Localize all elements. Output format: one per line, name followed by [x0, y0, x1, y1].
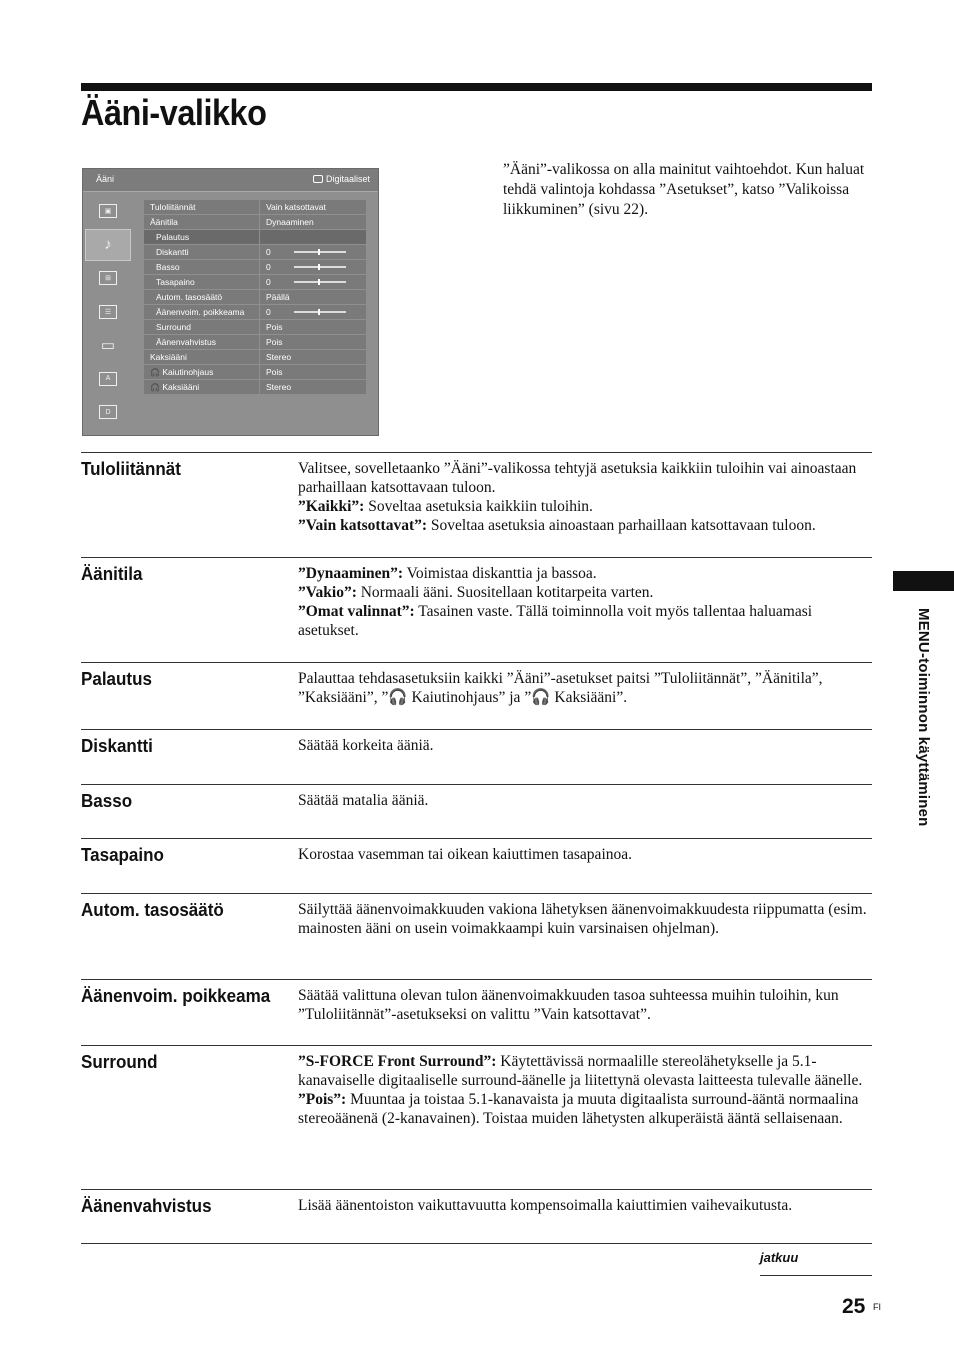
bass-slider[interactable] — [294, 266, 346, 268]
settings-menu-icon[interactable]: ☰ — [85, 296, 131, 328]
definition-description — [298, 1046, 872, 1189]
tv-menu-row[interactable] — [144, 335, 366, 350]
definition-row — [81, 838, 872, 893]
volume-offset-slider[interactable] — [294, 311, 346, 313]
definition-description — [298, 663, 872, 729]
description-line — [298, 986, 872, 1024]
tv-row-value — [260, 230, 366, 244]
option-text: Soveltaa asetuksia kaikkiin tuloihin. — [364, 498, 593, 515]
tv-menu-row[interactable] — [144, 320, 366, 335]
tv-row-value-wrap — [260, 305, 366, 319]
tv-row-label: Äänitila — [144, 215, 259, 229]
headphone-icon: 🎧 — [150, 383, 160, 392]
description-line — [298, 1052, 872, 1090]
pc-menu-icon[interactable]: ▭ — [100, 337, 116, 354]
bottom-rule — [81, 1243, 872, 1244]
screen-menu-icon[interactable]: ⊞ — [85, 262, 131, 294]
tv-row-value: Stereo — [260, 380, 366, 394]
tv-row-value: 0 — [266, 262, 271, 272]
tv-menu-row[interactable] — [144, 290, 366, 305]
tv-row-label-wrap — [144, 365, 259, 379]
tv-row-value-wrap — [260, 275, 366, 289]
tv-row-label: Basso — [144, 260, 259, 274]
option-text: Voimistaa diskanttia ja bassoa. — [403, 565, 597, 582]
intro-text: ”Ääni”-valikossa on alla mainitut vaihtoehdot. Kun haluat tehdä valintoja kohdassa ”Asetukset”, katso ”Valikoissa liikkuminen” (sivu 22). — [503, 161, 865, 218]
description-line — [298, 1196, 872, 1215]
tv-row-label: Kaksiääni — [162, 382, 200, 392]
option-text: Normaali ääni. Suositellaan kotitarpeita varten. — [356, 584, 654, 601]
tv-menu-row[interactable] — [144, 380, 366, 395]
description-line — [298, 845, 872, 864]
tv-menu-row[interactable] — [144, 245, 366, 260]
tv-menu-row[interactable] — [144, 215, 366, 230]
option-text: Säilyttää äänenvoimakkuuden vakiona lähetyksen äänenvoimakkuudesta riippumatta (esim. mainosten ääni on usein voimakkaampi kuin varsinaisen ohjelman). — [298, 901, 867, 937]
tv-menu-sidebar — [85, 195, 133, 430]
option-text: Säätää matalia ääniä. — [298, 792, 429, 809]
page-language: FI — [873, 1302, 881, 1312]
description-line — [298, 602, 872, 640]
option-name: ”Vakio”: — [298, 584, 357, 601]
definition-row — [81, 557, 872, 662]
option-name: ”Vain katsottavat”: — [298, 517, 428, 534]
option-text: Valitsee, sovelletaanko ”Ääni”-valikossa tehtyjä asetuksia kaikkiin tuloihin vai ainoastaan parhaillaan katsottavaan tuloon. — [298, 460, 857, 496]
tv-row-label: Kaiutinohjaus — [162, 367, 214, 377]
option-name: ”Kaikki”: — [298, 498, 365, 515]
tv-row-value-wrap — [260, 260, 366, 274]
page-title: Ääni-valikko — [81, 92, 267, 133]
tv-menu-row[interactable] — [144, 200, 366, 215]
tv-menu-header — [83, 169, 378, 192]
definition-row — [81, 662, 872, 729]
tv-menu-source-label: Digitaaliset — [325, 174, 370, 184]
tv-menu-row-selected[interactable] — [144, 230, 366, 245]
tv-row-value: 0 — [266, 277, 271, 287]
tv-row-label-wrap — [144, 380, 259, 394]
tv-menu-list — [144, 200, 366, 395]
headphone-icon: 🎧 — [150, 368, 160, 377]
tv-row-label: Tuloliitännät — [144, 200, 259, 214]
option-name: ”Pois”: — [298, 1091, 347, 1108]
source-icon — [313, 175, 323, 183]
tv-row-value-wrap — [260, 245, 366, 259]
tv-row-label: Tasapaino — [144, 275, 259, 289]
option-text: Palauttaa tehdasasetuksiin kaikki ”Ääni”-asetukset paitsi ”Tuloliitännät”, ”Äänitila”, ”Kaksiääni”, ”🎧 Kaiutinohjaus” ja ”🎧 Kaksiääni”. — [298, 670, 823, 706]
title-rule — [81, 83, 872, 91]
definition-row — [81, 784, 872, 838]
definition-term: Autom. tasosäätö — [81, 899, 224, 920]
definition-description — [298, 730, 872, 784]
description-line — [298, 497, 872, 516]
tv-row-label: Surround — [144, 320, 259, 334]
tv-row-value: 0 — [266, 307, 271, 317]
definition-description — [298, 839, 872, 893]
tv-row-value: 0 — [266, 247, 271, 257]
sound-menu-icon[interactable]: ♪ — [85, 229, 131, 261]
tv-menu-row[interactable] — [144, 260, 366, 275]
option-text: Tasainen vaste. Tällä toiminnolla voit myös tallentaa haluamasi asetukset. — [298, 603, 813, 639]
definition-term: Äänenvahvistus — [81, 1195, 212, 1216]
tv-row-value: Stereo — [260, 350, 366, 364]
option-text: Käytettävissä normaalille stereolähetykselle ja 5.1-kanavaiselle digitaaliselle surround-äänelle ja liitettynä olevasta laitteesta tulevalle äänelle. — [298, 1053, 863, 1089]
definition-term: Palautus — [81, 668, 152, 689]
description-line — [298, 736, 872, 755]
definition-row — [81, 452, 872, 557]
definition-description — [298, 1190, 872, 1243]
definition-row — [81, 1189, 872, 1243]
definition-row — [81, 729, 872, 784]
section-tab-marker — [893, 571, 954, 591]
tv-row-value: Päällä — [260, 290, 366, 304]
option-name: ”Omat valinnat”: — [298, 603, 415, 620]
description-line — [298, 1090, 872, 1128]
picture-menu-icon[interactable]: ▣ — [85, 195, 131, 227]
tv-row-value: Vain katsottavat — [260, 200, 366, 214]
tv-row-value: Dynaaminen — [260, 215, 366, 229]
definition-description — [298, 785, 872, 838]
option-text: Säätää korkeita ääniä. — [298, 737, 434, 754]
digital-setup-icon[interactable]: D — [85, 396, 131, 428]
description-line — [298, 583, 872, 602]
definition-description — [298, 558, 872, 662]
definition-row — [81, 1045, 872, 1189]
description-line — [298, 516, 872, 535]
definition-term: Basso — [81, 790, 133, 811]
option-text: Muuntaa ja toistaa 5.1-kanavaista ja muuta digitaalista surround-ääntä normaalina stereoäänenä (2-kanavainen). Toistaa muiden lähetysten alkuperäistä ääntä sellaisenaan. — [298, 1091, 859, 1127]
description-line — [298, 459, 872, 497]
continued-label: jatkuu — [760, 1250, 799, 1265]
tv-row-value: Pois — [260, 320, 366, 334]
description-line — [298, 791, 872, 810]
definition-row — [81, 979, 872, 1045]
description-line — [298, 669, 872, 707]
page-number: 25 — [842, 1295, 866, 1318]
balance-slider[interactable] — [294, 281, 346, 283]
option-name: ”Dynaaminen”: — [298, 565, 404, 582]
definition-description — [298, 980, 872, 1045]
definition-description — [298, 894, 872, 979]
definition-term: Surround — [81, 1051, 158, 1072]
tv-row-label: Autom. tasosäätö — [144, 290, 259, 304]
treble-slider[interactable] — [294, 251, 346, 253]
tv-row-label: Äänenvoim. poikkeama — [144, 305, 259, 319]
tv-menu-title: Ääni — [96, 174, 115, 184]
tv-menu-screenshot — [82, 168, 379, 436]
option-text: Korostaa vasemman tai oikean kaiuttimen tasapainoa. — [298, 846, 632, 863]
tv-menu-source — [313, 174, 370, 184]
tv-menu-row[interactable] — [144, 350, 366, 365]
definition-list — [81, 452, 872, 1243]
tv-row-label: Kaksiääni — [144, 350, 259, 364]
option-text: Soveltaa asetuksia ainoastaan parhaillaan katsottavaan tuloon. — [427, 517, 816, 534]
tv-row-value: Pois — [260, 335, 366, 349]
tv-row-label: Palautus — [144, 230, 259, 244]
definition-term: Äänenvoim. poikkeama — [81, 985, 271, 1006]
option-name: ”S-FORCE Front Surround”: — [298, 1053, 497, 1070]
continued-rule — [760, 1275, 872, 1276]
section-tab-label: MENU-toiminnon käyttäminen — [915, 608, 932, 827]
tv-row-value: Pois — [260, 365, 366, 379]
option-text: Lisää äänentoiston vaikuttavuutta kompensoimalla kaiuttimien vaihevaikutusta. — [298, 1197, 793, 1214]
description-line — [298, 564, 872, 583]
definition-term: Äänitila — [81, 563, 143, 584]
option-text: Säätää valittuna olevan tulon äänenvoimakkuuden tasoa suhteessa muihin tuloihin, kun ”Tuloliitännät”-asetukseksi on valittu ”Vain katsottavat”. — [298, 987, 839, 1023]
analog-setup-icon[interactable]: A — [85, 363, 131, 395]
definition-term: Diskantti — [81, 735, 153, 756]
definition-term: Tasapaino — [81, 844, 164, 865]
definition-row — [81, 893, 872, 979]
tv-row-label: Äänenvahvistus — [144, 335, 259, 349]
tv-menu-row[interactable] — [144, 305, 366, 320]
tv-menu-row[interactable] — [144, 365, 366, 380]
tv-menu-row[interactable] — [144, 275, 366, 290]
description-line — [298, 900, 872, 938]
definition-description — [298, 453, 872, 557]
tv-row-label: Diskantti — [144, 245, 259, 259]
definition-term: Tuloliitännät — [81, 458, 181, 479]
